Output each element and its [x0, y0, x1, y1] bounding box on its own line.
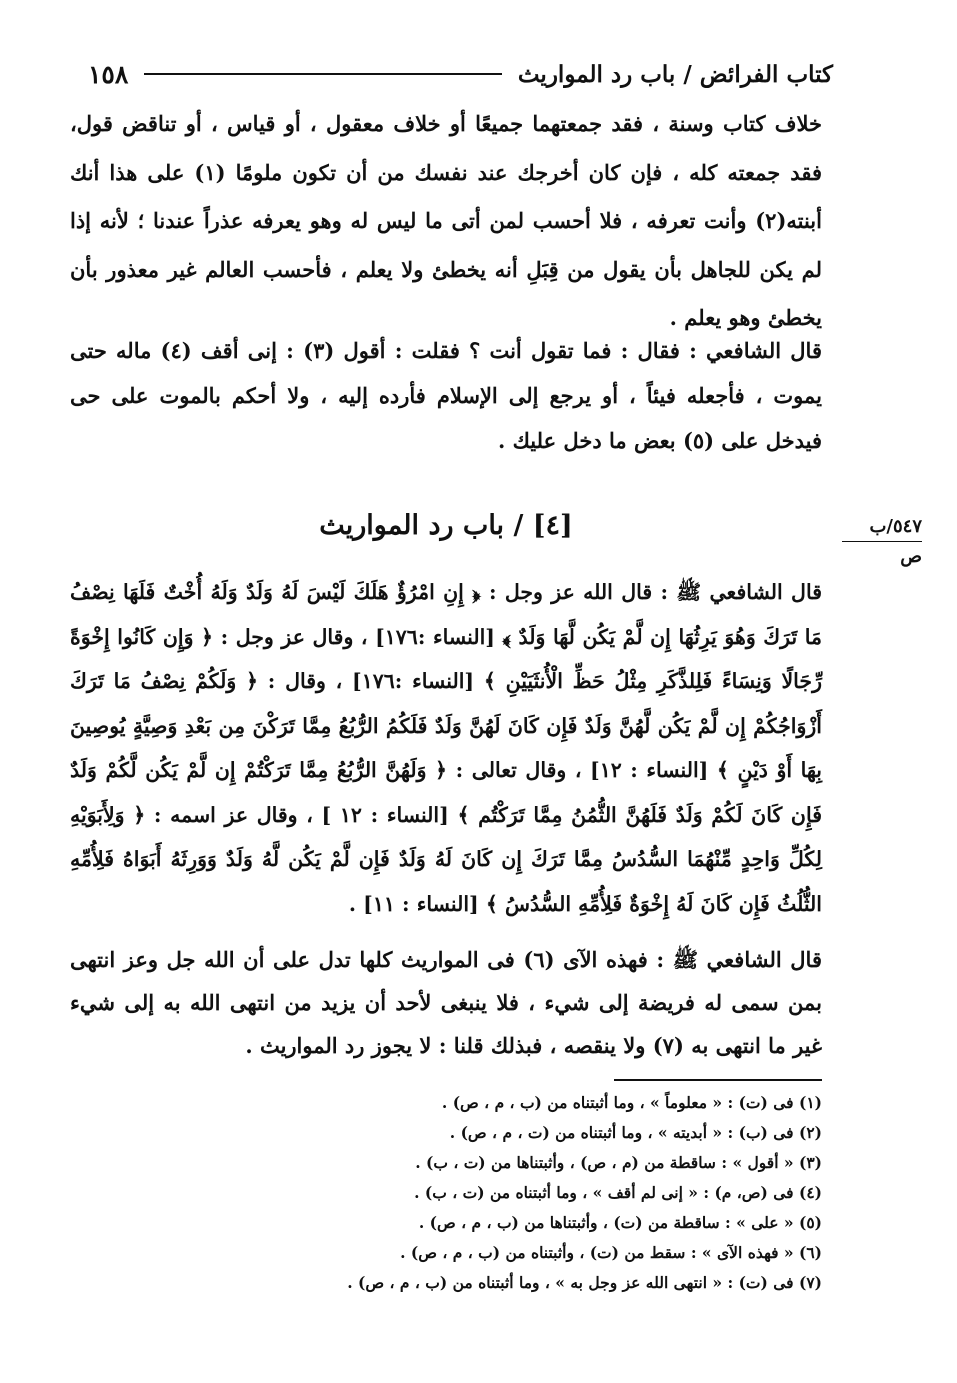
paragraph-2 [70, 328, 822, 463]
margin-rule [842, 541, 922, 542]
footnote-3: (٣) « أقول » : ساقطة من (م ، ص) ، وأثبتناها من (ت ، ب) . [415, 1153, 822, 1172]
margin-manuscript: ص [900, 546, 922, 567]
footnote-2: (٢) فى (ب) : « أبديته » ، وما أثبتناه من (ت ، م ، ص) . [449, 1123, 822, 1142]
footnote-5: (٥) « على » : ساقطة من (ت) ، وأثبتناها من (ب ، م ، ص) . [418, 1213, 822, 1232]
page-number: ١٥٨ [88, 59, 129, 89]
paragraph-1-text: خلاف كتاب وسنة ، فقد جمعتهما جميعًا أو خلاف معقول ، أو قياس ، أو تناقض قول، فقد جمعته كله ، فإن كان أخرجك عند نفسك من أن تكون ملومًا (١) على هذا أنك أبنته(٢) وأنت تعرفه ، فلا أحسب لمن أتى ما ليس له وهو يعرفه عذراً عندنا ؛ لأنه إذا لم يكن للجاهل بأن يقول من قِبَلِ أنه يخطئ ولا يعلم ، فأحسب العالم غير معذور بأن يخطئ وهو يعلم . [70, 111, 822, 330]
margin-folio: ٥٤٧/ب [869, 516, 922, 537]
footnote-1: (١) فى (ت) : « معلوماً » ، وما أثبتناه من (ب ، م ، ص) . [441, 1093, 822, 1112]
footnotes [300, 1088, 822, 1298]
running-title: كتاب الفرائض / باب رد المواريث [517, 60, 833, 88]
paragraph-4-text: قال الشافعي ﷺ : فهذه الآى (٦) فى المواريث كلها تدل على أن الله جل وعز انتهى بمن سمى له فريضة إلى شيء ، فلا ينبغى لأحد أن يزيد من انتهى الله به إلى شيء غير ما انتهى به (٧) ولا ينقصه ، فبذلك قلنا : لا يجوز رد المواريث . [70, 947, 822, 1058]
page-header [88, 52, 833, 96]
paragraph-4 [70, 938, 822, 1067]
footnote-4: (٤) فى (ص، م) : « إنى لم أقف » ، وما أثبتناه من (ت ، ب) . [414, 1183, 822, 1202]
footnote-rule [614, 1079, 822, 1081]
header-rule [144, 73, 502, 75]
footnote-6: (٦) « فهذه الآى » : سقط من (ت) ، وأثبتناه من (ب ، م ، ص) . [400, 1243, 822, 1262]
section-title: [٤] / باب رد المواريث [319, 510, 573, 541]
paragraph-3-text: قال الشافعي ﷺ : قال الله عز وجل : ﴿ إِنِ امْرُؤٌ هَلَكَ لَيْسَ لَهُ وَلَدٌ وَلَهُ أُخْتٌ فَلَهَا نِصْفُ مَا تَرَكَ وَهُوَ يَرِثُهَا إِن لَّمْ يَكُن لَّهَا وَلَدٌ ﴾ [النساء :١٧٦] ، وقال عز وجل : ﴿ وَإِن كَانُوا إِخْوَةً رِّجَالًا وَنِسَاءً فَلِلذَّكَرِ مِثْلُ حَظِّ الْأُنثَيَيْنِ ﴾ [النساء :١٧٦] ، وقال : ﴿ وَلَكُمْ نِصْفُ مَا تَرَكَ أَزْوَاجُكُمْ إِن لَّمْ يَكُن لَّهُنَّ وَلَدٌ فَإِن كَانَ لَهُنَّ وَلَدٌ فَلَكُمُ الرُّبُعُ مِمَّا تَرَكْنَ مِن بَعْدِ وَصِيَّةٍ يُوصِينَ بِهَا أَوْ دَيْنٍ ﴾ [النساء : ١٢] ، وقال تعالى : ﴿ وَلَهُنَّ الرُّبُعُ مِمَّا تَرَكْتُمْ إِن لَّمْ يَكُن لَّكُمْ وَلَدٌ فَإِن كَانَ لَكُمْ وَلَدٌ فَلَهُنَّ الثُّمُنُ مِمَّا تَرَكْتُم ﴾ [النساء : ١٢ ] ، وقال عز اسمه : ﴿ وَلِأَبَوَيْهِ لِكُلِّ وَاحِدٍ مِّنْهُمَا السُّدُسُ مِمَّا تَرَكَ إِن كَانَ لَهُ وَلَدٌ فَإِن لَّمْ يَكُن لَّهُ وَلَدٌ وَوَرِثَهُ أَبَوَاهُ فَلِأُمِّهِ الثُّلُثُ فَإِن كَانَ لَهُ إِخْوَةٌ فَلِأُمِّهِ السُّدُسُ ﴾ [النساء : ١١] . [70, 580, 823, 916]
margin-note [842, 516, 922, 567]
paragraph-2-text: قال الشافعي : فقال : فما تقول أنت ؟ فقلت : أقول (٣) : إنى أقف (٤) ماله حتى يموت ، فأجعله فيئاً ، أو يرجع إلى الإسلام فأرده إليه ، ولا أحكم بالموت على حى فيدخل على (٥) بعض ما دخل عليك . [70, 338, 822, 453]
paragraph-3 [70, 570, 822, 926]
paragraph-1 [70, 100, 822, 343]
footnote-7: (٧) فى (ت) : « انتهى الله عز وجل به » ، وما أثبتناه من (ب ، م ، ص) . [347, 1273, 822, 1292]
